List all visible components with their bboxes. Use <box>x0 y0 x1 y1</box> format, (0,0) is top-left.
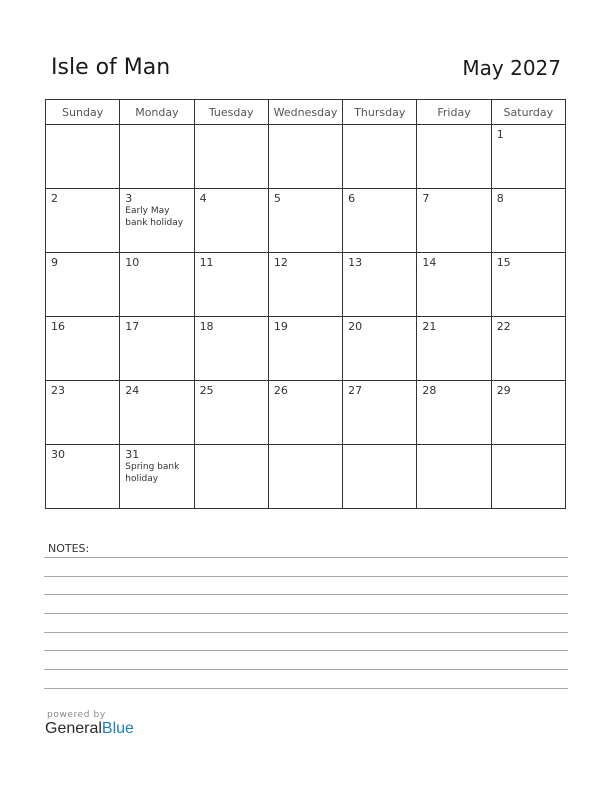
day-number: 22 <box>496 320 511 333</box>
weekday-wednesday: Wednesday <box>268 100 342 125</box>
day-cell[interactable] <box>120 253 194 317</box>
empty-day-cell <box>194 445 268 509</box>
day-number: 7 <box>422 192 430 205</box>
day-cell[interactable] <box>194 317 268 381</box>
day-number: 12 <box>273 256 288 269</box>
day-number: 29 <box>496 384 511 397</box>
day-cell[interactable] <box>343 253 417 317</box>
weekday-header-row <box>46 100 566 125</box>
day-number: 15 <box>496 256 511 269</box>
day-cell[interactable] <box>268 253 342 317</box>
day-cell[interactable] <box>46 445 120 509</box>
day-number: 10 <box>125 256 140 269</box>
day-cell[interactable] <box>120 381 194 445</box>
week-row <box>46 317 566 381</box>
empty-day-cell <box>343 125 417 189</box>
brand-blue-text: Blue <box>101 720 134 737</box>
empty-day-cell <box>194 125 268 189</box>
empty-day-cell <box>417 445 491 509</box>
empty-day-cell <box>46 125 120 189</box>
note-line <box>44 688 568 689</box>
empty-day-cell <box>491 445 565 509</box>
day-number: 5 <box>273 192 281 205</box>
day-cell[interactable] <box>491 317 565 381</box>
day-cell[interactable] <box>120 189 194 253</box>
day-number: 4 <box>199 192 207 205</box>
holiday-label: holiday <box>125 474 159 484</box>
day-number: 26 <box>273 384 288 397</box>
day-number: 25 <box>199 384 214 397</box>
day-number: 24 <box>125 384 140 397</box>
holiday-label: Early May <box>125 206 170 216</box>
day-cell[interactable] <box>491 125 565 189</box>
day-number: 21 <box>422 320 437 333</box>
day-cell[interactable] <box>417 317 491 381</box>
day-cell[interactable] <box>194 189 268 253</box>
holiday-label: bank holiday <box>125 218 184 228</box>
weekday-monday: Monday <box>120 100 194 125</box>
day-number: 17 <box>125 320 140 333</box>
day-number: 30 <box>51 448 65 461</box>
day-cell[interactable] <box>46 381 120 445</box>
day-number: 9 <box>51 256 58 269</box>
calendar-grid <box>45 99 566 509</box>
month-title: May 2027 <box>462 56 561 80</box>
holiday-label: Spring bank <box>125 462 180 472</box>
note-line <box>44 613 568 614</box>
calendar-body <box>46 125 566 509</box>
day-number: 3 <box>125 192 133 205</box>
day-cell[interactable] <box>491 189 565 253</box>
week-row <box>46 125 566 189</box>
note-line <box>44 632 568 633</box>
empty-day-cell <box>417 125 491 189</box>
notes-label: NOTES: <box>48 542 90 555</box>
generalblue-logo[interactable] <box>45 720 134 738</box>
day-number: 1 <box>496 128 504 141</box>
note-line <box>44 576 568 577</box>
day-cell[interactable] <box>120 317 194 381</box>
day-number: 8 <box>496 192 504 205</box>
week-row <box>46 381 566 445</box>
day-number: 16 <box>51 320 65 333</box>
day-cell[interactable] <box>343 317 417 381</box>
day-cell[interactable] <box>491 253 565 317</box>
week-row <box>46 189 566 253</box>
weekday-thursday: Thursday <box>343 100 417 125</box>
empty-day-cell <box>120 125 194 189</box>
empty-day-cell <box>343 445 417 509</box>
day-number: 18 <box>199 320 214 333</box>
powered-by-text: powered by <box>47 710 106 720</box>
day-cell[interactable] <box>491 381 565 445</box>
day-number: 20 <box>348 320 363 333</box>
weekday-tuesday: Tuesday <box>194 100 268 125</box>
day-number: 13 <box>348 256 363 269</box>
day-cell[interactable] <box>268 189 342 253</box>
country-title: Isle of Man <box>51 55 171 80</box>
brand-general-text: General <box>45 720 102 737</box>
day-cell[interactable] <box>417 253 491 317</box>
note-line <box>44 594 568 595</box>
day-cell[interactable] <box>46 189 120 253</box>
day-cell[interactable] <box>343 189 417 253</box>
day-cell[interactable] <box>194 381 268 445</box>
empty-day-cell <box>268 445 342 509</box>
note-line <box>44 669 568 670</box>
day-number: 23 <box>51 384 65 397</box>
day-number: 31 <box>125 448 140 461</box>
day-cell[interactable] <box>268 381 342 445</box>
day-number: 11 <box>199 256 214 269</box>
day-number: 2 <box>51 192 58 205</box>
note-line <box>44 557 568 558</box>
weekday-saturday: Saturday <box>491 100 565 125</box>
weekday-sunday: Sunday <box>46 100 120 125</box>
day-number: 27 <box>348 384 363 397</box>
day-cell[interactable] <box>417 381 491 445</box>
day-cell[interactable] <box>417 189 491 253</box>
day-cell[interactable] <box>46 317 120 381</box>
empty-day-cell <box>268 125 342 189</box>
day-cell[interactable] <box>194 253 268 317</box>
week-row <box>46 445 566 509</box>
day-cell[interactable] <box>120 445 194 509</box>
day-number: 19 <box>273 320 288 333</box>
weekday-friday: Friday <box>417 100 491 125</box>
day-number: 14 <box>422 256 437 269</box>
day-number: 6 <box>348 192 356 205</box>
day-cell[interactable] <box>46 253 120 317</box>
day-cell[interactable] <box>268 317 342 381</box>
note-line <box>44 650 568 651</box>
week-row <box>46 253 566 317</box>
day-number: 28 <box>422 384 437 397</box>
day-cell[interactable] <box>343 381 417 445</box>
